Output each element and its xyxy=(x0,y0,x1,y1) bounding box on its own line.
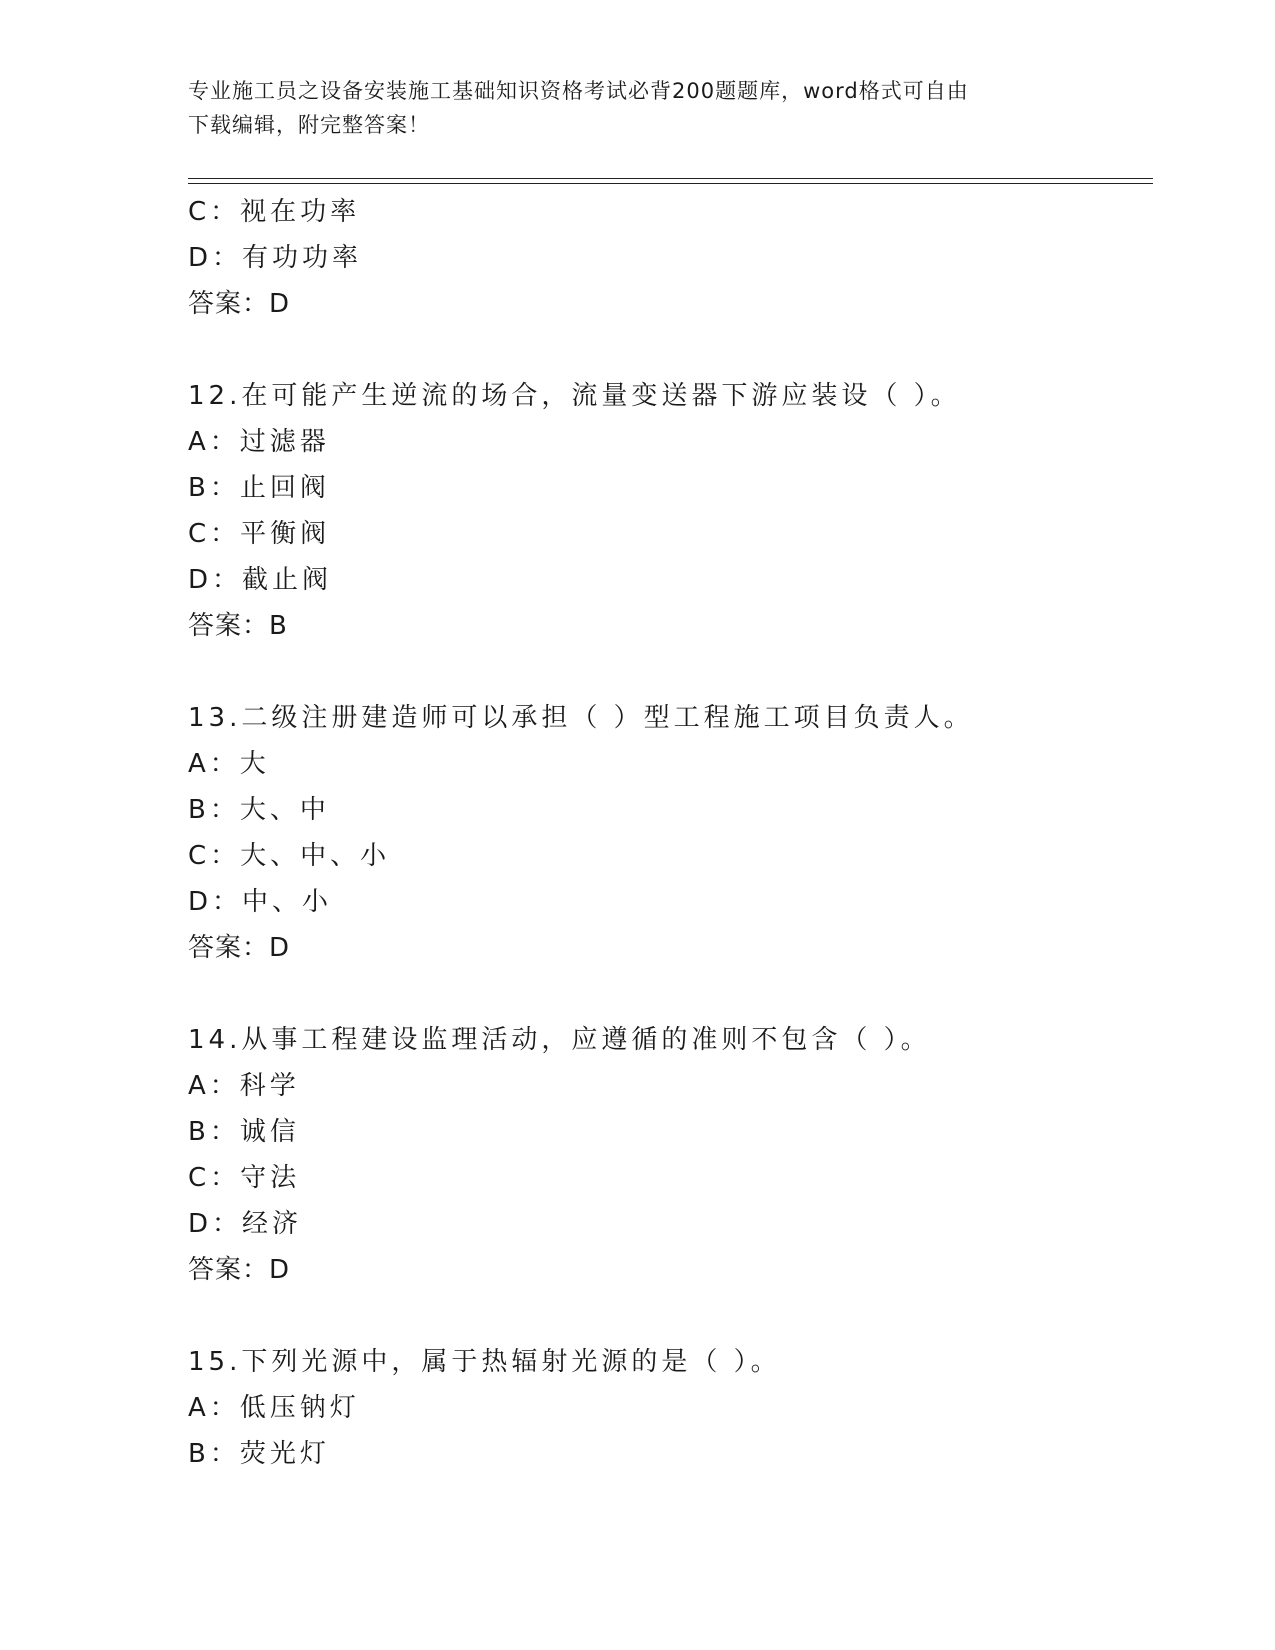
option-text: A：大 xyxy=(188,749,270,779)
question-text: 12.在可能产生逆流的场合，流量变送器下游应装设（ ）。 xyxy=(188,381,961,411)
blank-line xyxy=(188,649,1148,695)
option-text: A：低压钠灯 xyxy=(188,1393,360,1423)
answer-text: 答案：D xyxy=(188,1255,291,1285)
answer-text: 答案：B xyxy=(188,611,288,641)
option-text: B：大、中 xyxy=(188,795,330,825)
option-text: D：经济 xyxy=(188,1209,303,1239)
option-text: A：科学 xyxy=(188,1071,300,1101)
option-text: B：诚信 xyxy=(188,1117,300,1147)
document-header xyxy=(188,74,1088,142)
answer-text: 答案：D xyxy=(188,933,291,963)
option-text: C：大、中、小 xyxy=(188,841,391,871)
question-list xyxy=(188,189,1148,1477)
option-text: B：止回阀 xyxy=(188,473,330,503)
question-text: 13.二级注册建造师可以承担（ ）型工程施工项目负责人。 xyxy=(188,703,974,733)
option-text: B：荧光灯 xyxy=(188,1439,330,1469)
option-text: C：平衡阀 xyxy=(188,519,331,549)
header-line-1: 专业施工员之设备安装施工基础知识资格考试必背200题题库，word格式可自由 xyxy=(188,79,969,103)
header-divider-bottom xyxy=(188,183,1153,184)
question-text: 14.从事工程建设监理活动，应遵循的准则不包含（ ）。 xyxy=(188,1025,931,1055)
option-text: D：截止阀 xyxy=(188,565,333,595)
option-text: D：有功功率 xyxy=(188,243,363,273)
blank-line xyxy=(188,971,1148,1017)
header-divider-top xyxy=(188,178,1153,179)
option-text: C：视在功率 xyxy=(188,197,361,227)
header-line-2: 下载编辑，附完整答案！ xyxy=(188,113,430,137)
answer-text: 答案：D xyxy=(188,289,291,319)
option-text: C：守法 xyxy=(188,1163,301,1193)
option-text: A：过滤器 xyxy=(188,427,330,457)
blank-line xyxy=(188,1293,1148,1339)
blank-line xyxy=(188,327,1148,373)
question-text: 15.下列光源中，属于热辐射光源的是（ ）。 xyxy=(188,1347,781,1377)
option-text: D：中、小 xyxy=(188,887,333,917)
